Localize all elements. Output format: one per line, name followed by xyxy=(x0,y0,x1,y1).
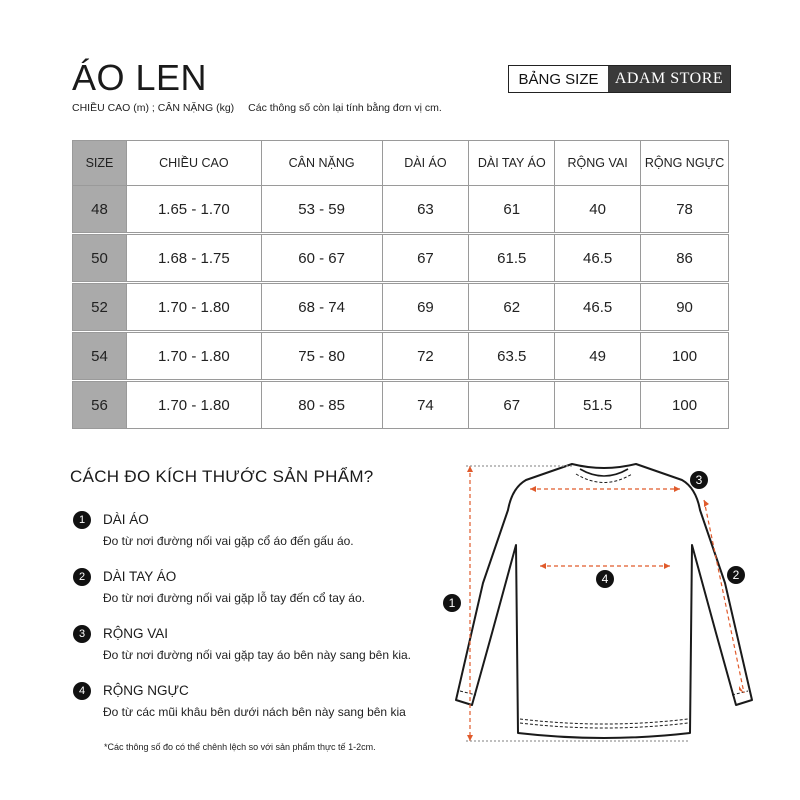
header-weight: CÂN NẶNG xyxy=(261,141,382,186)
table-cell: 78 xyxy=(641,186,729,233)
size-cell: 52 xyxy=(73,284,127,331)
table-row xyxy=(73,235,729,282)
subtitle xyxy=(72,102,442,114)
step-number-badge: 3 xyxy=(73,625,91,643)
header-height: CHIỀU CAO xyxy=(126,141,261,186)
table-cell: 46.5 xyxy=(555,284,641,331)
size-cell: 56 xyxy=(73,382,127,429)
arrowhead xyxy=(467,466,473,472)
size-cell: 54 xyxy=(73,333,127,380)
table-cell: 49 xyxy=(555,333,641,380)
sweater-measurement-diagram xyxy=(430,455,760,755)
marker-4-label: 4 xyxy=(601,572,609,586)
page-title: ÁO LEN xyxy=(72,57,208,98)
table-cell: 74 xyxy=(382,382,469,429)
table-cell: 86 xyxy=(641,235,729,282)
step-description: Đo từ các mũi khâu bên dưới nách bên này sang bên kia xyxy=(103,705,406,719)
howto-title: CÁCH ĐO KÍCH THƯỚC SẢN PHẨM? xyxy=(70,467,374,486)
size-table xyxy=(72,140,729,429)
table-cell: 60 - 67 xyxy=(261,235,382,282)
step-label: DÀI TAY ÁO xyxy=(103,569,177,584)
table-cell: 1.68 - 1.75 xyxy=(126,235,261,282)
table-cell: 67 xyxy=(382,235,469,282)
subtitle-units: CHIỀU CAO (m) ; CÂN NẶNG (kg) xyxy=(72,102,235,114)
table-cell: 75 - 80 xyxy=(261,333,382,380)
brand-logo: ADAM STORE xyxy=(608,66,730,92)
step-label: RỘNG VAI xyxy=(103,626,169,641)
marker-1-label: 1 xyxy=(448,596,456,610)
step-label: RỘNG NGỰC xyxy=(103,683,189,698)
step-description: Đo từ nơi đường nối vai gặp tay áo bên này sang bên kia. xyxy=(103,648,411,662)
table-header-row xyxy=(73,141,729,186)
marker-4 xyxy=(596,570,614,588)
sweater-svg xyxy=(430,455,760,755)
table-body xyxy=(73,186,729,429)
header-chest: RỘNG NGỰC xyxy=(641,141,729,186)
marker-1 xyxy=(443,594,461,612)
table-row xyxy=(73,186,729,233)
table-cell: 46.5 xyxy=(555,235,641,282)
header-length: DÀI ÁO xyxy=(382,141,469,186)
table-cell: 1.65 - 1.70 xyxy=(126,186,261,233)
marker-3-label: 3 xyxy=(695,473,703,487)
step-description: Đo từ nơi đường nối vai gặp cổ áo đến gấu áo. xyxy=(103,534,354,548)
marker-2-label: 2 xyxy=(732,568,740,582)
table-cell: 62 xyxy=(469,284,555,331)
table-cell: 1.70 - 1.80 xyxy=(126,382,261,429)
marker-3 xyxy=(690,471,708,489)
arrowhead xyxy=(467,735,473,741)
marker-2 xyxy=(727,566,745,584)
table-cell: 100 xyxy=(641,333,729,380)
table-row xyxy=(73,382,729,429)
table-cell: 72 xyxy=(382,333,469,380)
step-label: DÀI ÁO xyxy=(103,512,149,527)
step-number-badge: 4 xyxy=(73,682,91,700)
arrowhead xyxy=(704,500,709,507)
table-cell: 63.5 xyxy=(469,333,555,380)
table-cell: 100 xyxy=(641,382,729,429)
size-cell: 50 xyxy=(73,235,127,282)
size-chart-badge xyxy=(508,65,731,93)
table-row xyxy=(73,284,729,331)
table-cell: 80 - 85 xyxy=(261,382,382,429)
table-cell: 63 xyxy=(382,186,469,233)
header-size: SIZE xyxy=(73,141,127,186)
table-cell: 51.5 xyxy=(555,382,641,429)
step-description: Đo từ nơi đường nối vai gặp lỗ tay đến cổ tay áo. xyxy=(103,591,365,605)
table-cell: 61.5 xyxy=(469,235,555,282)
table-cell: 1.70 - 1.80 xyxy=(126,284,261,331)
table-cell: 69 xyxy=(382,284,469,331)
table-cell: 53 - 59 xyxy=(261,186,382,233)
step-number-badge: 1 xyxy=(73,511,91,529)
table-cell: 61 xyxy=(469,186,555,233)
footnote: *Các thông số đo có thể chênh lệch so với sản phẩm thực tế 1-2cm. xyxy=(104,742,376,752)
table-cell: 90 xyxy=(641,284,729,331)
header-sleeve: DÀI TAY ÁO xyxy=(469,141,555,186)
step-number-badge: 2 xyxy=(73,568,91,586)
table-cell: 1.70 - 1.80 xyxy=(126,333,261,380)
subtitle-note: Các thông số còn lại tính bằng đơn vị cm. xyxy=(248,102,442,114)
table-cell: 68 - 74 xyxy=(261,284,382,331)
badge-label: BẢNG SIZE xyxy=(518,70,599,88)
table-row xyxy=(73,333,729,380)
header-shoulder: RỘNG VAI xyxy=(555,141,641,186)
size-cell: 48 xyxy=(73,186,127,233)
table-cell: 40 xyxy=(555,186,641,233)
table-cell: 67 xyxy=(469,382,555,429)
sweater-outline xyxy=(456,464,752,738)
